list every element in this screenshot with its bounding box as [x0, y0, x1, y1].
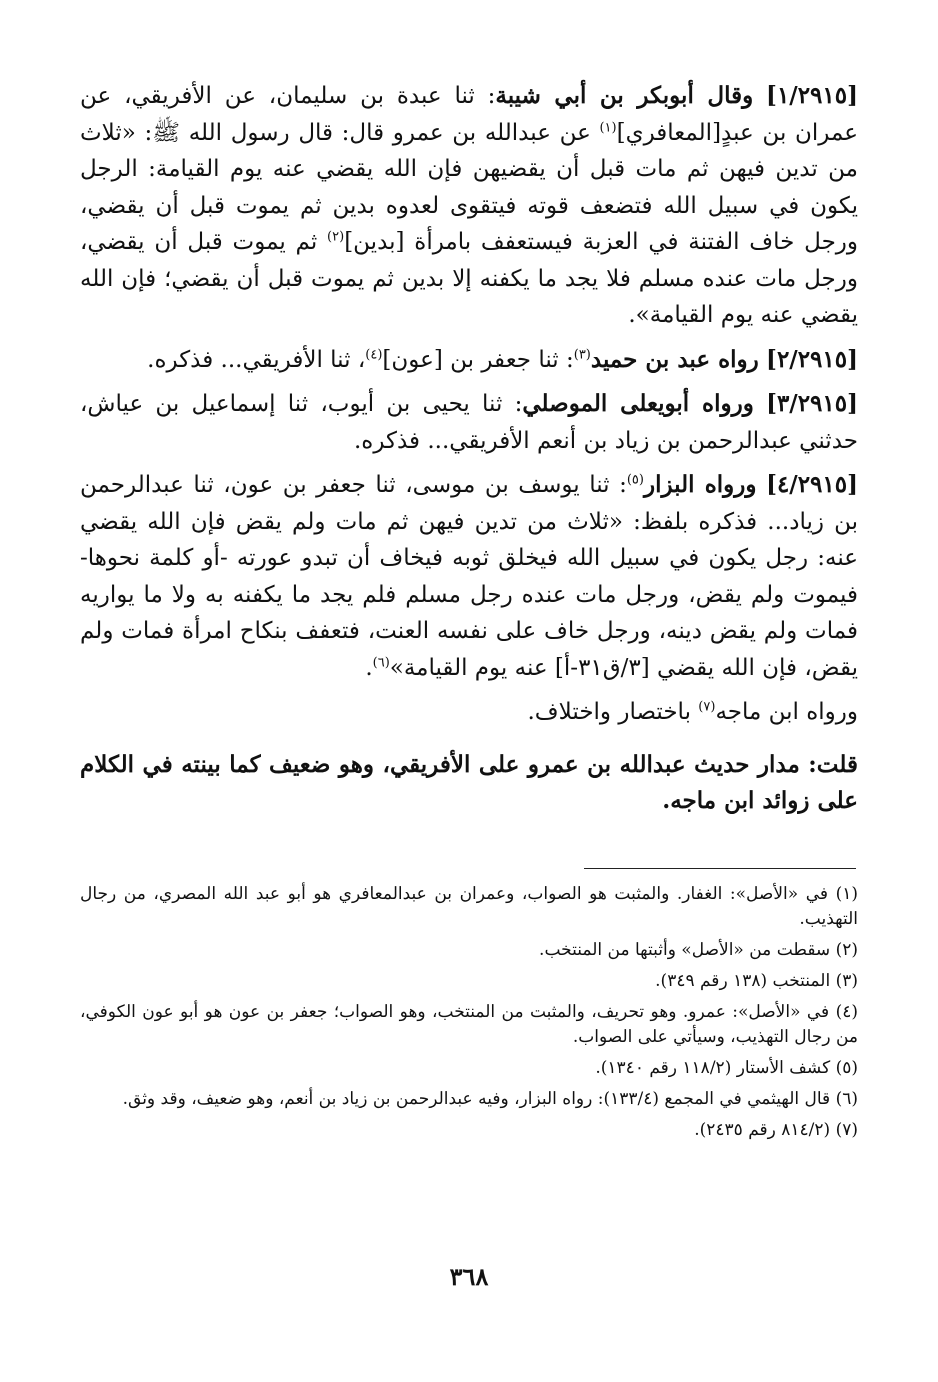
footnote-text: قال الهيثمي في المجمع (١٣٣/٤): رواه البزار، وفيه عبدالرحمن بن زياد بن أنعم، وهو ضعيف، وقد وثق.	[122, 1089, 831, 1109]
footnote-marker[interactable]: (٦)	[372, 654, 390, 670]
footnote-text: سقطت من «الأصل» وأثبتها من المنتخب.	[539, 940, 831, 960]
footnote-1	[80, 882, 858, 932]
footnote-text: كشف الأستار (١١٨/٢ رقم ١٣٤٠).	[595, 1058, 831, 1078]
footnote-number: (٧)	[835, 1120, 858, 1140]
narrator-lead: رواه عبد بن حميد	[590, 345, 759, 373]
hadith-text: : ثنا يحيى بن أيوب، ثنا إسماعيل بن عياش، حدثني عبدالرحمن بن زياد بن أنعم الأفريقي... فذكره.	[80, 391, 858, 454]
footnote-marker[interactable]: (٣)	[573, 346, 591, 362]
footnote-text: المنتخب (١٣٨ رقم ٣٤٩).	[655, 971, 831, 991]
hadith-text: ، ثنا الأفريقي... فذكره.	[147, 346, 366, 373]
footnote-6	[80, 1087, 858, 1112]
hadith-text: : ثنا يوسف بن موسى، ثنا جعفر بن عون، ثنا عبدالرحمن بن زياد... فذكره بلفظ: «ثلاث من تدين فيهن ثم مات ولم يقض فإن الله يقضي عنه: رجل يكون في سبيل الله فيخلق ثوبه فيخاف أن تبدو عورته -أو كلمة نحوها- فيموت ولم يقض، ورجل مات عنده رجل مسلم فلم يجد ما يكفنه به ولا ما يواريه فمات ولم يقض دينه، ورجل خاف على نفسه العنت، فتعفف بنكاح امرأة فمات ولم يقض، فإن الله يقضي [٣/ق٣١-أ] عنه يوم القيامة»	[80, 472, 858, 681]
footnote-number: (٦)	[835, 1089, 858, 1109]
footnote-3	[80, 969, 858, 994]
hadith-paragraph-4	[80, 467, 858, 686]
hadith-text: .	[365, 654, 373, 681]
hadith-text: ثم يموت قبل أن يقضي، ورجل مات عنده مسلم فلا يجد ما يكفنه إلا بدين ثم يموت قبل أن يقضي؛ فإن الله يقضي عنه يوم القيامة».	[80, 229, 858, 328]
hadith-ref: [٤/٢٩١٥]	[766, 471, 859, 498]
footnote-marker[interactable]: (٥)	[626, 472, 644, 488]
main-text	[80, 78, 858, 828]
footnote-7	[80, 1118, 858, 1143]
narrator-lead: ورواه أبويعلى الموصلي	[522, 390, 754, 417]
footnote-number: (٥)	[835, 1058, 858, 1078]
hadith-paragraph-1	[80, 78, 858, 334]
hadith-ref: [٣/٢٩١٥]	[766, 390, 859, 417]
footnote-2	[80, 938, 858, 963]
hadith-ref: [١/٢٩١٥]	[766, 82, 858, 109]
page-number: ٣٦٨	[449, 1262, 489, 1291]
footnote-text: في «الأصل»: عمرو. وهو تحريف، والمثبت من المنتخب، وهو الصواب؛ جعفر بن عون هو أبو عون الكوفي، من رجال التهذيب، وسيأتي على الصواب.	[80, 1002, 858, 1047]
footnote-text: (٨١٤/٢ رقم ٢٤٣٥).	[694, 1120, 831, 1140]
hadith-text: : ثنا عبدة بن سليمان، عن الأفريقي، عن عمران بن عبدٍ[المعافري]	[80, 83, 858, 146]
hadith-text: ورواه ابن ماجه	[715, 699, 858, 725]
footnote-marker[interactable]: (٧)	[698, 699, 716, 715]
footnote-marker[interactable]: (١)	[599, 119, 617, 135]
hadith-text: عن عبدالله بن عمرو قال: قال رسول الله ﷺ: «ثلاث من تدين فيهن ثم مات قبل أن يقضيهن فإن الله يقضي عنه يوم القيامة: الرجل يكون في سبيل الله فتضعف قوته فيتقوى لعدوه بدين ثم يموت قبل أن يقضي، ورجل خاف الفتنة في العزبة فيستعفف بامرأة [بدين]	[80, 119, 858, 255]
footnote-number: (٢)	[835, 940, 858, 960]
hadith-paragraph-2	[80, 342, 858, 379]
narrator-lead: وقال أبوبكر بن أبي شيبة	[495, 82, 754, 109]
hadith-text: باختصار واختلاف.	[527, 699, 699, 725]
hadith-ref: [٢/٢٩١٥]	[766, 345, 858, 373]
narrator-lead: ورواه البزار	[643, 471, 757, 498]
footnote-marker[interactable]: (٢)	[327, 229, 345, 245]
footnote-4	[80, 1000, 858, 1050]
author-conclusion: قلت: مدار حديث عبدالله بن عمرو على الأفريقي، وهو ضعيف كما بينته في الكلام على زوائد ابن ماجه.	[80, 750, 858, 814]
footnotes	[80, 882, 858, 1149]
footnote-text: في «الأصل»: الغفار. والمثبت هو الصواب، وعمران بن عبدالمعافري هو أبو عبد الله المصري، من رجال التهذيب.	[80, 884, 858, 929]
footnote-number: (٤)	[835, 1002, 858, 1022]
footnote-number: (٣)	[835, 971, 858, 991]
footnote-divider	[584, 868, 856, 869]
hadith-text: : ثنا جعفر بن [عون]	[382, 346, 574, 373]
footnote-5	[80, 1056, 858, 1081]
hadith-paragraph-3	[80, 386, 858, 459]
footnote-marker[interactable]: (٤)	[365, 346, 383, 362]
hadith-paragraph-5	[80, 694, 858, 731]
footnote-number: (١)	[835, 884, 859, 904]
